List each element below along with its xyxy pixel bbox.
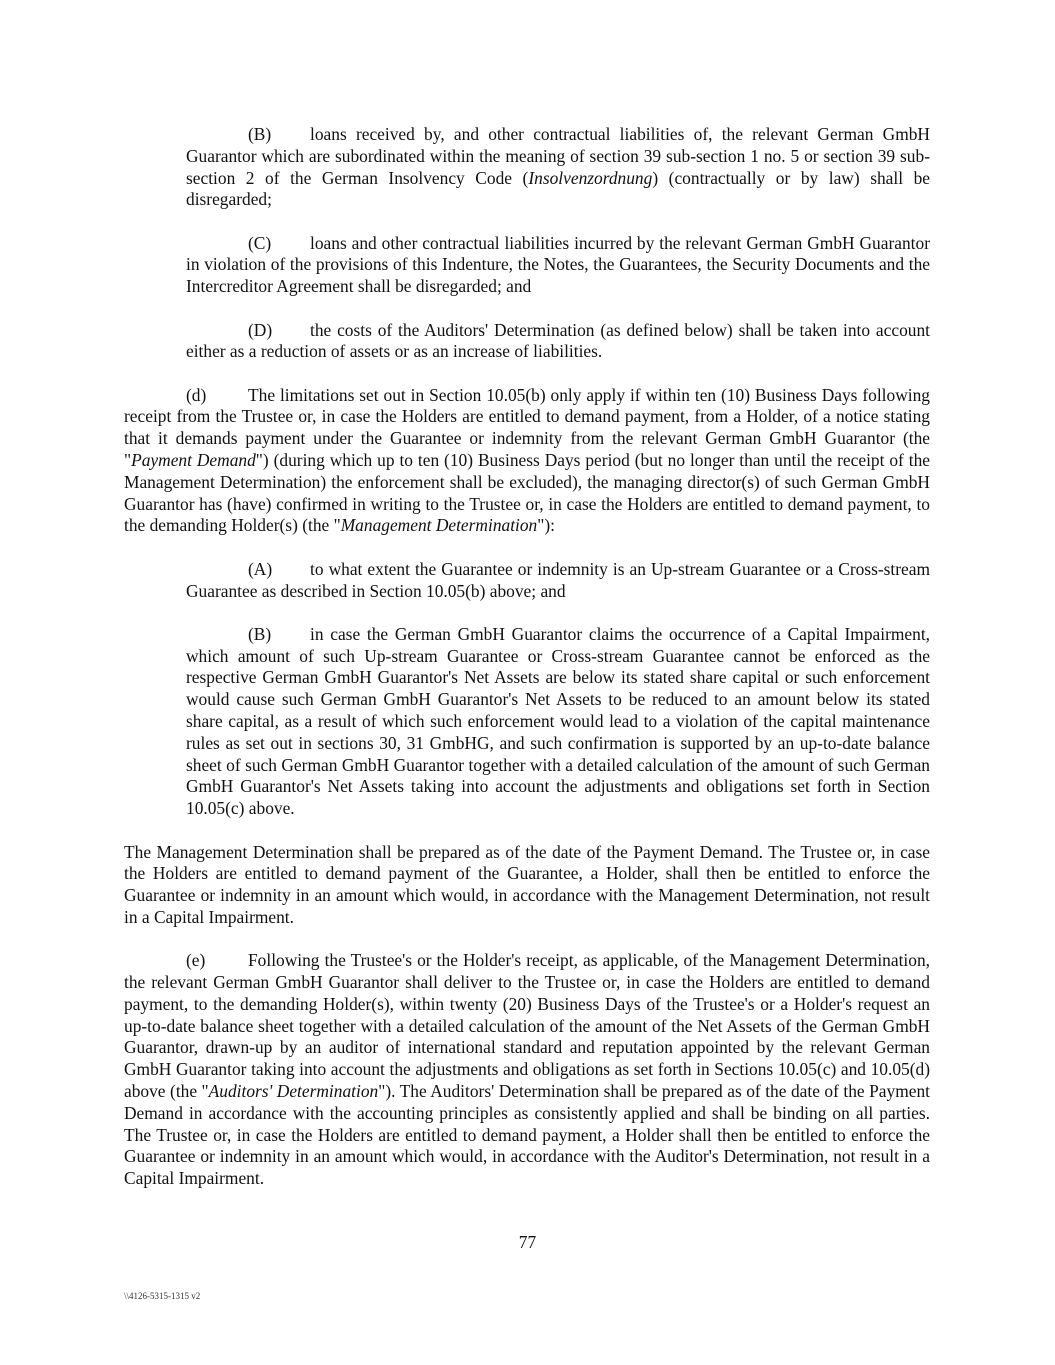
- paragraph-label: (C): [248, 232, 272, 253]
- body-text: [124, 124, 930, 1190]
- paragraph-b-capital-impairment: (B) in case the German GmbH Guarantor claims the occurrence of a Capital Impairment, which amount of such Up-stream Guarantee or Cross-stream Guarantee cannot be enforced as the respective German GmbH Guarantor's Net Assets are below its stated share capital or such enforcement would cause such German GmbH Guarantor's Net Assets to be reduced to an amount below its stated share capital, as a result of which such enforcement would lead to a violation of the capital maintenance rules as set out in sections 30, 31 GmbHG, and such confirmation is supported by an up-to-date balance sheet of such German GmbH Guarantor together with a detailed calculation of the amount of such German GmbH Guarantor's Net Assets taking into account the adjustments and obligations set forth in Section 10.05(c) above.: [186, 623, 930, 819]
- paragraph-management-determination: The Management Determination shall be prepared as of the date of the Payment Demand. The Trustee or, in case the Holders are entitled to demand payment of the Guarantee, a Holder, shall then be entitled to enforce the Guarantee or indemnity in an amount which would, in accordance with the Management Determination, not result in a Capital Impairment.: [124, 841, 930, 927]
- paragraph-label: (e): [186, 950, 206, 971]
- paragraph-label: (A): [248, 558, 273, 579]
- document-id: \\4126-5315-1315 v2: [124, 1291, 201, 1301]
- paragraph-label: (B): [248, 124, 272, 144]
- page-number: 77: [518, 1232, 537, 1252]
- paragraph-b-loans-received: (B) loans received by, and other contractual liabilities of, the relevant German GmbH Guarantor which are subordinated within the meaning of section 39 sub-section 1 no. 5 or section 39 sub-section 2 of the German Insolvency Code (Insolvenzordnung) (contractually or by law) shall be disregarded;: [186, 124, 931, 210]
- paragraph-label: (D): [248, 319, 273, 340]
- paragraph-c-loans-incurred: (C) loans and other contractual liabilities incurred by the relevant German GmbH Guarantor in violation of the provisions of this Indenture, the Notes, the Guarantees, the Security Documents and the Intercreditor Agreement shall be disregarded; and: [186, 232, 930, 297]
- paragraph-a-extent: (A) to what extent the Guarantee or indemnity is an Up-stream Guarantee or a Cross-stream Guarantee as described in Section 10.05(b) above; and: [186, 558, 930, 601]
- paragraph-label: (d): [186, 384, 207, 405]
- paragraph-label: (B): [248, 623, 272, 644]
- paragraph-d-limitations: (d) The limitations set out in Section 10.05(b) only apply if within ten (10) Business Days following receipt from the Trustee or, in case the Holders are entitled to demand payment, from a Holder, of a notice stating that it demands payment under the Guarantee or indemnity from the relevant German GmbH Guarantor (the "Payment Demand") (during which up to ten (10) Business Days period (but no longer than until the receipt of the Management Determination) the enforcement shall be excluded), the managing director(s) of such German GmbH Guarantor has (have) confirmed in writing to the Trustee or, in case the Holders are entitled to demand payment, to the demanding Holder(s) (the "Management Determination"):: [124, 384, 930, 536]
- paragraph-e-auditors-determination: (e) Following the Trustee's or the Holder's receipt, as applicable, of the Management Determination, the relevant German GmbH Guarantor shall deliver to the Trustee or, in case the Holders are entitled to demand payment, to the demanding Holder(s), within twenty (20) Business Days of the Trustee's or a Holder's request an up-to-date balance sheet together with a detailed calculation of the amount of the Net Assets of the German GmbH Guarantor, drawn-up by an auditor of international standard and reputation appointed by the relevant German GmbH Guarantor taking into account the adjustments and obligations as set forth in Sections 10.05(c) and 10.05(d) above (the "Auditors' Determination"). The Auditors' Determination shall be prepared as of the date of the Payment Demand in accordance with the accounting principles as consistently applied and shall be binding on all parties. The Trustee or, in case the Holders are entitled to demand payment, a Holder shall then be entitled to enforce the Guarantee or indemnity in an amount which would, in accordance with the Auditor's Determination, not result in a Capital Impairment.: [124, 950, 930, 1189]
- paragraph-d-auditor-costs: (D) the costs of the Auditors' Determination (as defined below) shall be taken into account either as a reduction of assets or as an increase of liabilities.: [186, 319, 930, 362]
